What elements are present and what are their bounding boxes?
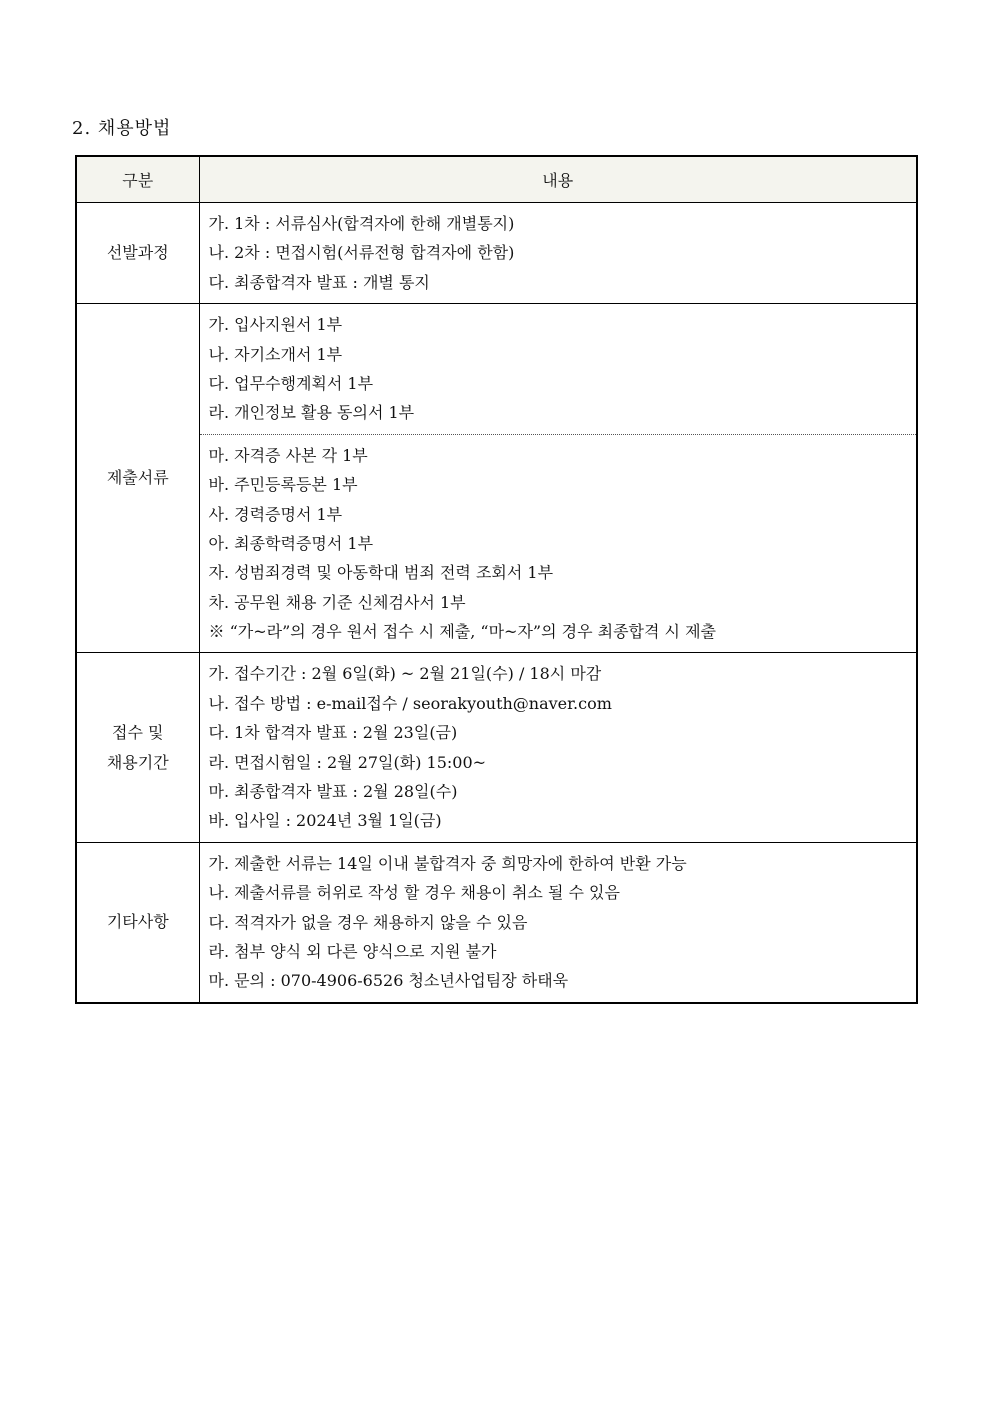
content-line: 다. 1차 합격자 발표 : 2월 23일(금) — [208, 723, 458, 743]
row-label-line: 채용기간 — [106, 752, 169, 772]
row-content — [199, 842, 917, 1002]
table-body — [76, 203, 917, 1003]
content-block — [200, 203, 917, 303]
header-category: 구분 — [76, 156, 199, 203]
row-label-line: 접수 및 — [112, 722, 164, 742]
table-row — [76, 203, 917, 304]
row-content — [199, 653, 917, 842]
row-label-line: 기타사항 — [106, 912, 169, 932]
recruitment-method-table — [75, 155, 918, 1004]
content-line: 마. 자격증 사본 각 1부 — [208, 445, 368, 465]
content-line: 자. 성범죄경력 및 아동학대 범죄 전력 조회서 1부 — [208, 563, 554, 583]
content-block — [200, 843, 917, 1002]
content-line: 라. 개인정보 활용 동의서 1부 — [208, 403, 415, 423]
content-line: 다. 업무수행계획서 1부 — [208, 373, 374, 393]
content-line: 가. 제출한 서류는 14일 이내 불합격자 중 희망자에 한하여 반환 가능 — [208, 853, 687, 873]
content-line: 나. 자기소개서 1부 — [208, 344, 343, 364]
table-row — [76, 653, 917, 842]
content-line: 다. 적격자가 없을 경우 채용하지 않을 수 있음 — [208, 912, 528, 932]
row-label — [76, 842, 199, 1002]
content-block — [200, 434, 917, 653]
row-content — [199, 304, 917, 653]
content-line: 라. 첨부 양식 외 다른 양식으로 지원 불가 — [208, 941, 497, 961]
content-block — [200, 304, 917, 434]
content-line: 바. 주민등록등본 1부 — [208, 475, 358, 495]
header-content: 내용 — [199, 156, 917, 203]
row-label-line: 선발과정 — [106, 243, 169, 263]
content-line: 아. 최종학력증명서 1부 — [208, 533, 374, 553]
content-line: 가. 1차 : 서류심사(합격자에 한해 개별통지) — [208, 214, 515, 233]
row-label-line: 제출서류 — [106, 468, 169, 488]
table-header-row — [76, 156, 917, 203]
content-block — [200, 653, 917, 841]
row-label — [76, 203, 199, 304]
section-title: 2. 채용방법 — [72, 118, 172, 139]
content-line: ※ “가~라”의 경우 원서 접수 시 제출, “마~자”의 경우 최종합격 시 제출 — [208, 622, 717, 642]
content-line: 사. 경력증명서 1부 — [208, 504, 343, 524]
row-content — [199, 203, 917, 304]
content-line: 가. 접수기간 : 2월 6일(화) ~ 2월 21일(수) / 18시 마감 — [208, 664, 602, 684]
row-label — [76, 653, 199, 842]
content-line: 나. 제출서류를 허위로 작성 할 경우 채용이 취소 될 수 있음 — [208, 883, 620, 903]
content-line: 라. 면접시험일 : 2월 27일(화) 15:00~ — [208, 752, 487, 772]
content-line: 바. 입사일 : 2024년 3월 1일(금) — [208, 811, 442, 831]
content-line: 마. 최종합격자 발표 : 2월 28일(수) — [208, 782, 458, 802]
content-line: 가. 입사지원서 1부 — [208, 315, 343, 335]
content-line: 나. 접수 방법 : e-mail접수 / seorakyouth@naver.com — [208, 693, 612, 713]
row-label — [76, 304, 199, 653]
content-line: 차. 공무원 채용 기준 신체검사서 1부 — [208, 592, 466, 612]
table-row — [76, 842, 917, 1002]
content-line: 다. 최종합격자 발표 : 개별 통지 — [208, 272, 430, 292]
content-line: 마. 문의 : 070-4906-6526 청소년사업팀장 하태욱 — [208, 971, 569, 991]
table-row — [76, 304, 917, 653]
content-line: 나. 2차 : 면접시험(서류전형 합격자에 한함) — [208, 243, 515, 263]
